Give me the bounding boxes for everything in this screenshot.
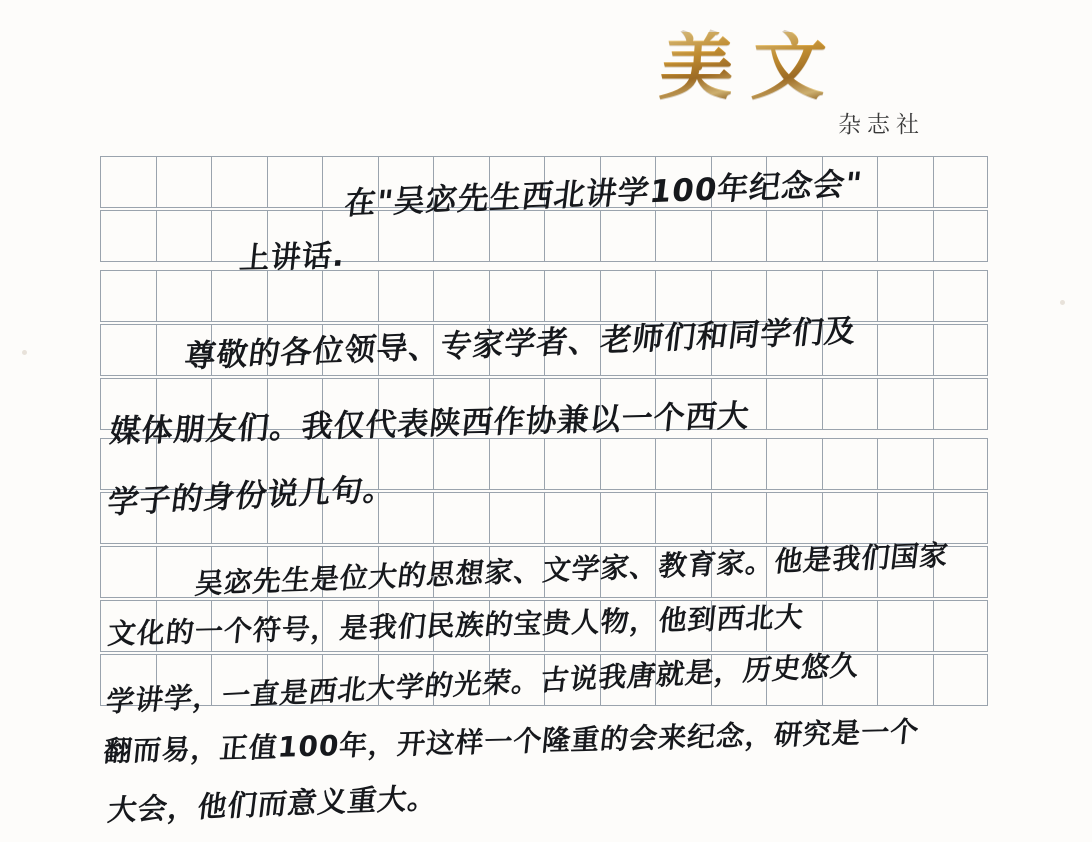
grid-cell	[100, 438, 156, 490]
manuscript-line-body-1: 尊敬的各位领导、专家学者、老师们和同学们及	[182, 313, 859, 376]
grid-cell	[655, 438, 711, 490]
grid-cell	[211, 654, 267, 706]
grid-cell	[544, 270, 600, 322]
grid-cell	[933, 210, 989, 262]
grid-cell	[655, 600, 711, 652]
grid-cell	[655, 270, 711, 322]
grid-cell	[322, 438, 378, 490]
grid-row	[100, 492, 988, 544]
grid-cell	[544, 546, 600, 598]
grid-row	[100, 156, 988, 208]
grid-cell	[378, 210, 434, 262]
grid-cell	[378, 324, 434, 376]
grid-cell	[100, 378, 156, 430]
grid-cell	[766, 156, 822, 208]
manuscript-line-title-2: 上讲话.	[237, 238, 347, 277]
grid-cell	[267, 654, 323, 706]
grid-cell	[655, 546, 711, 598]
grid-cell	[544, 156, 600, 208]
grid-cell	[933, 378, 989, 430]
grid-cell	[933, 492, 989, 544]
grid-cell	[822, 600, 878, 652]
grid-cell	[933, 156, 989, 208]
grid-cell	[433, 600, 489, 652]
grid-cell	[489, 378, 545, 430]
grid-cell	[711, 654, 767, 706]
grid-cell	[267, 324, 323, 376]
grid-cell	[489, 654, 545, 706]
grid-cell	[655, 654, 711, 706]
grid-cell	[267, 378, 323, 430]
grid-cell	[822, 324, 878, 376]
grid-cell	[544, 210, 600, 262]
grid-cell	[600, 438, 656, 490]
grid-cell	[267, 600, 323, 652]
grid-cell	[766, 546, 822, 598]
grid-cell	[489, 438, 545, 490]
grid-cell	[100, 324, 156, 376]
manuscript-line-title-1: 在"吴宓先生西北讲学100年纪念会"	[342, 165, 865, 223]
grid-cell	[933, 600, 989, 652]
grid-cell	[822, 438, 878, 490]
grid-row	[100, 378, 988, 430]
grid-cell	[267, 210, 323, 262]
grid-cell	[322, 600, 378, 652]
grid-cell	[378, 654, 434, 706]
grid-cell	[322, 492, 378, 544]
grid-cell	[156, 156, 212, 208]
manuscript-line-body-7: 翻而易，正值100年，开这样一个隆重的会来纪念，研究是一个	[102, 714, 921, 769]
grid-cell	[267, 546, 323, 598]
grid-cell	[711, 324, 767, 376]
grid-cell	[544, 654, 600, 706]
manuscript-line-body-8: 大会，他们而意义重大。	[105, 780, 440, 828]
grid-cell	[766, 600, 822, 652]
paper-speck	[22, 350, 27, 355]
grid-cell	[544, 378, 600, 430]
grid-cell	[544, 492, 600, 544]
grid-cell	[877, 324, 933, 376]
grid-cell	[766, 438, 822, 490]
grid-cell	[322, 546, 378, 598]
grid-cell	[489, 270, 545, 322]
grid-cell	[156, 492, 212, 544]
grid-cell	[655, 492, 711, 544]
grid-cell	[267, 492, 323, 544]
grid-row	[100, 270, 988, 322]
grid-cell	[655, 324, 711, 376]
grid-cell	[378, 492, 434, 544]
grid-cell	[489, 492, 545, 544]
grid-cell	[877, 270, 933, 322]
grid-cell	[711, 546, 767, 598]
magazine-logo	[657, 24, 830, 110]
grid-cell	[433, 270, 489, 322]
grid-cell	[711, 156, 767, 208]
grid-cell	[711, 438, 767, 490]
grid-sheet	[100, 156, 988, 706]
grid-cell	[766, 324, 822, 376]
grid-cell	[822, 492, 878, 544]
grid-row	[100, 654, 988, 706]
grid-cell	[822, 156, 878, 208]
grid-row	[100, 324, 988, 376]
grid-cell	[766, 654, 822, 706]
publisher-label: 杂志社	[838, 112, 925, 138]
grid-cell	[322, 378, 378, 430]
grid-cell	[433, 546, 489, 598]
grid-cell	[822, 654, 878, 706]
grid-cell	[877, 156, 933, 208]
grid-cell	[544, 438, 600, 490]
grid-cell	[156, 324, 212, 376]
grid-cell	[211, 324, 267, 376]
grid-cell	[322, 270, 378, 322]
grid-cell	[156, 378, 212, 430]
grid-cell	[489, 324, 545, 376]
grid-cell	[544, 600, 600, 652]
grid-cell	[822, 210, 878, 262]
grid-cell	[100, 156, 156, 208]
grid-cell	[877, 210, 933, 262]
grid-cell	[322, 324, 378, 376]
grid-cell	[100, 492, 156, 544]
grid-cell	[711, 378, 767, 430]
grid-cell	[378, 546, 434, 598]
grid-cell	[489, 546, 545, 598]
grid-cell	[156, 654, 212, 706]
grid-cell	[156, 600, 212, 652]
grid-cell	[600, 270, 656, 322]
grid-cell	[933, 324, 989, 376]
grid-cell	[211, 492, 267, 544]
grid-row	[100, 210, 988, 262]
grid-cell	[877, 438, 933, 490]
grid-cell	[600, 546, 656, 598]
grid-row	[100, 438, 988, 490]
grid-cell	[711, 210, 767, 262]
logo-char-1: 美	[657, 24, 738, 110]
grid-cell	[489, 210, 545, 262]
grid-cell	[544, 324, 600, 376]
grid-cell	[766, 210, 822, 262]
grid-cell	[822, 546, 878, 598]
grid-cell	[822, 378, 878, 430]
grid-cell	[322, 210, 378, 262]
grid-cell	[433, 378, 489, 430]
grid-cell	[711, 600, 767, 652]
grid-cell	[433, 492, 489, 544]
grid-cell	[766, 492, 822, 544]
manuscript-line-body-2: 媒体朋友们。我仅代表陕西作协兼以一个西大	[107, 398, 752, 450]
grid-cell	[600, 654, 656, 706]
grid-cell	[433, 324, 489, 376]
grid-cell	[489, 156, 545, 208]
grid-cell	[322, 654, 378, 706]
masthead	[0, 14, 1092, 144]
grid-cell	[100, 270, 156, 322]
grid-cell	[378, 156, 434, 208]
manuscript-line-body-4: 吴宓先生是位大的思想家、文学家、教育家。他是我们国家	[193, 538, 951, 601]
grid-cell	[211, 210, 267, 262]
grid-cell	[378, 600, 434, 652]
grid-cell	[600, 210, 656, 262]
logo-char-2: 文	[749, 24, 830, 110]
grid-cell	[100, 654, 156, 706]
grid-cell	[600, 492, 656, 544]
grid-cell	[433, 156, 489, 208]
grid-cell	[433, 438, 489, 490]
manuscript-line-body-3: 学子的身份说几句。	[105, 470, 398, 522]
grid-cell	[655, 156, 711, 208]
grid-cell	[933, 438, 989, 490]
grid-row	[100, 546, 988, 598]
grid-cell	[933, 654, 989, 706]
grid-cell	[655, 210, 711, 262]
manuscript-line-body-5: 文化的一个符号，是我们民族的宝贵人物，他到西北大	[106, 600, 806, 651]
grid-cell	[655, 378, 711, 430]
grid-cell	[211, 156, 267, 208]
grid-cell	[933, 270, 989, 322]
grid-cell	[378, 438, 434, 490]
grid-cell	[156, 270, 212, 322]
grid-cell	[433, 210, 489, 262]
grid-cell	[322, 156, 378, 208]
grid-cell	[211, 600, 267, 652]
grid-cell	[267, 270, 323, 322]
grid-cell	[100, 210, 156, 262]
grid-cell	[877, 654, 933, 706]
manuscript-line-body-6: 学讲学，一直是西北大学的光荣。古说我唐就是，历史悠久	[104, 648, 862, 719]
grid-cell	[600, 600, 656, 652]
grid-cell	[211, 270, 267, 322]
grid-cell	[711, 270, 767, 322]
grid-cell	[877, 546, 933, 598]
grid-cell	[766, 270, 822, 322]
grid-cell	[211, 546, 267, 598]
grid-cell	[378, 378, 434, 430]
grid-cell	[156, 546, 212, 598]
grid-cell	[100, 546, 156, 598]
grid-cell	[877, 378, 933, 430]
grid-cell	[267, 438, 323, 490]
grid-cell	[877, 492, 933, 544]
grid-cell	[600, 324, 656, 376]
grid-cell	[600, 156, 656, 208]
grid-cell	[156, 438, 212, 490]
grid-cell	[877, 600, 933, 652]
grid-cell	[433, 654, 489, 706]
grid-cell	[211, 438, 267, 490]
paper-speck	[1060, 300, 1065, 305]
grid-cell	[933, 546, 989, 598]
grid-cell	[378, 270, 434, 322]
grid-cell	[100, 600, 156, 652]
grid-cell	[489, 600, 545, 652]
grid-row	[100, 600, 988, 652]
grid-cell	[211, 378, 267, 430]
grid-cell	[711, 492, 767, 544]
grid-cell	[156, 210, 212, 262]
grid-cell	[267, 156, 323, 208]
grid-cell	[766, 378, 822, 430]
grid-cell	[822, 270, 878, 322]
grid-cell	[600, 378, 656, 430]
